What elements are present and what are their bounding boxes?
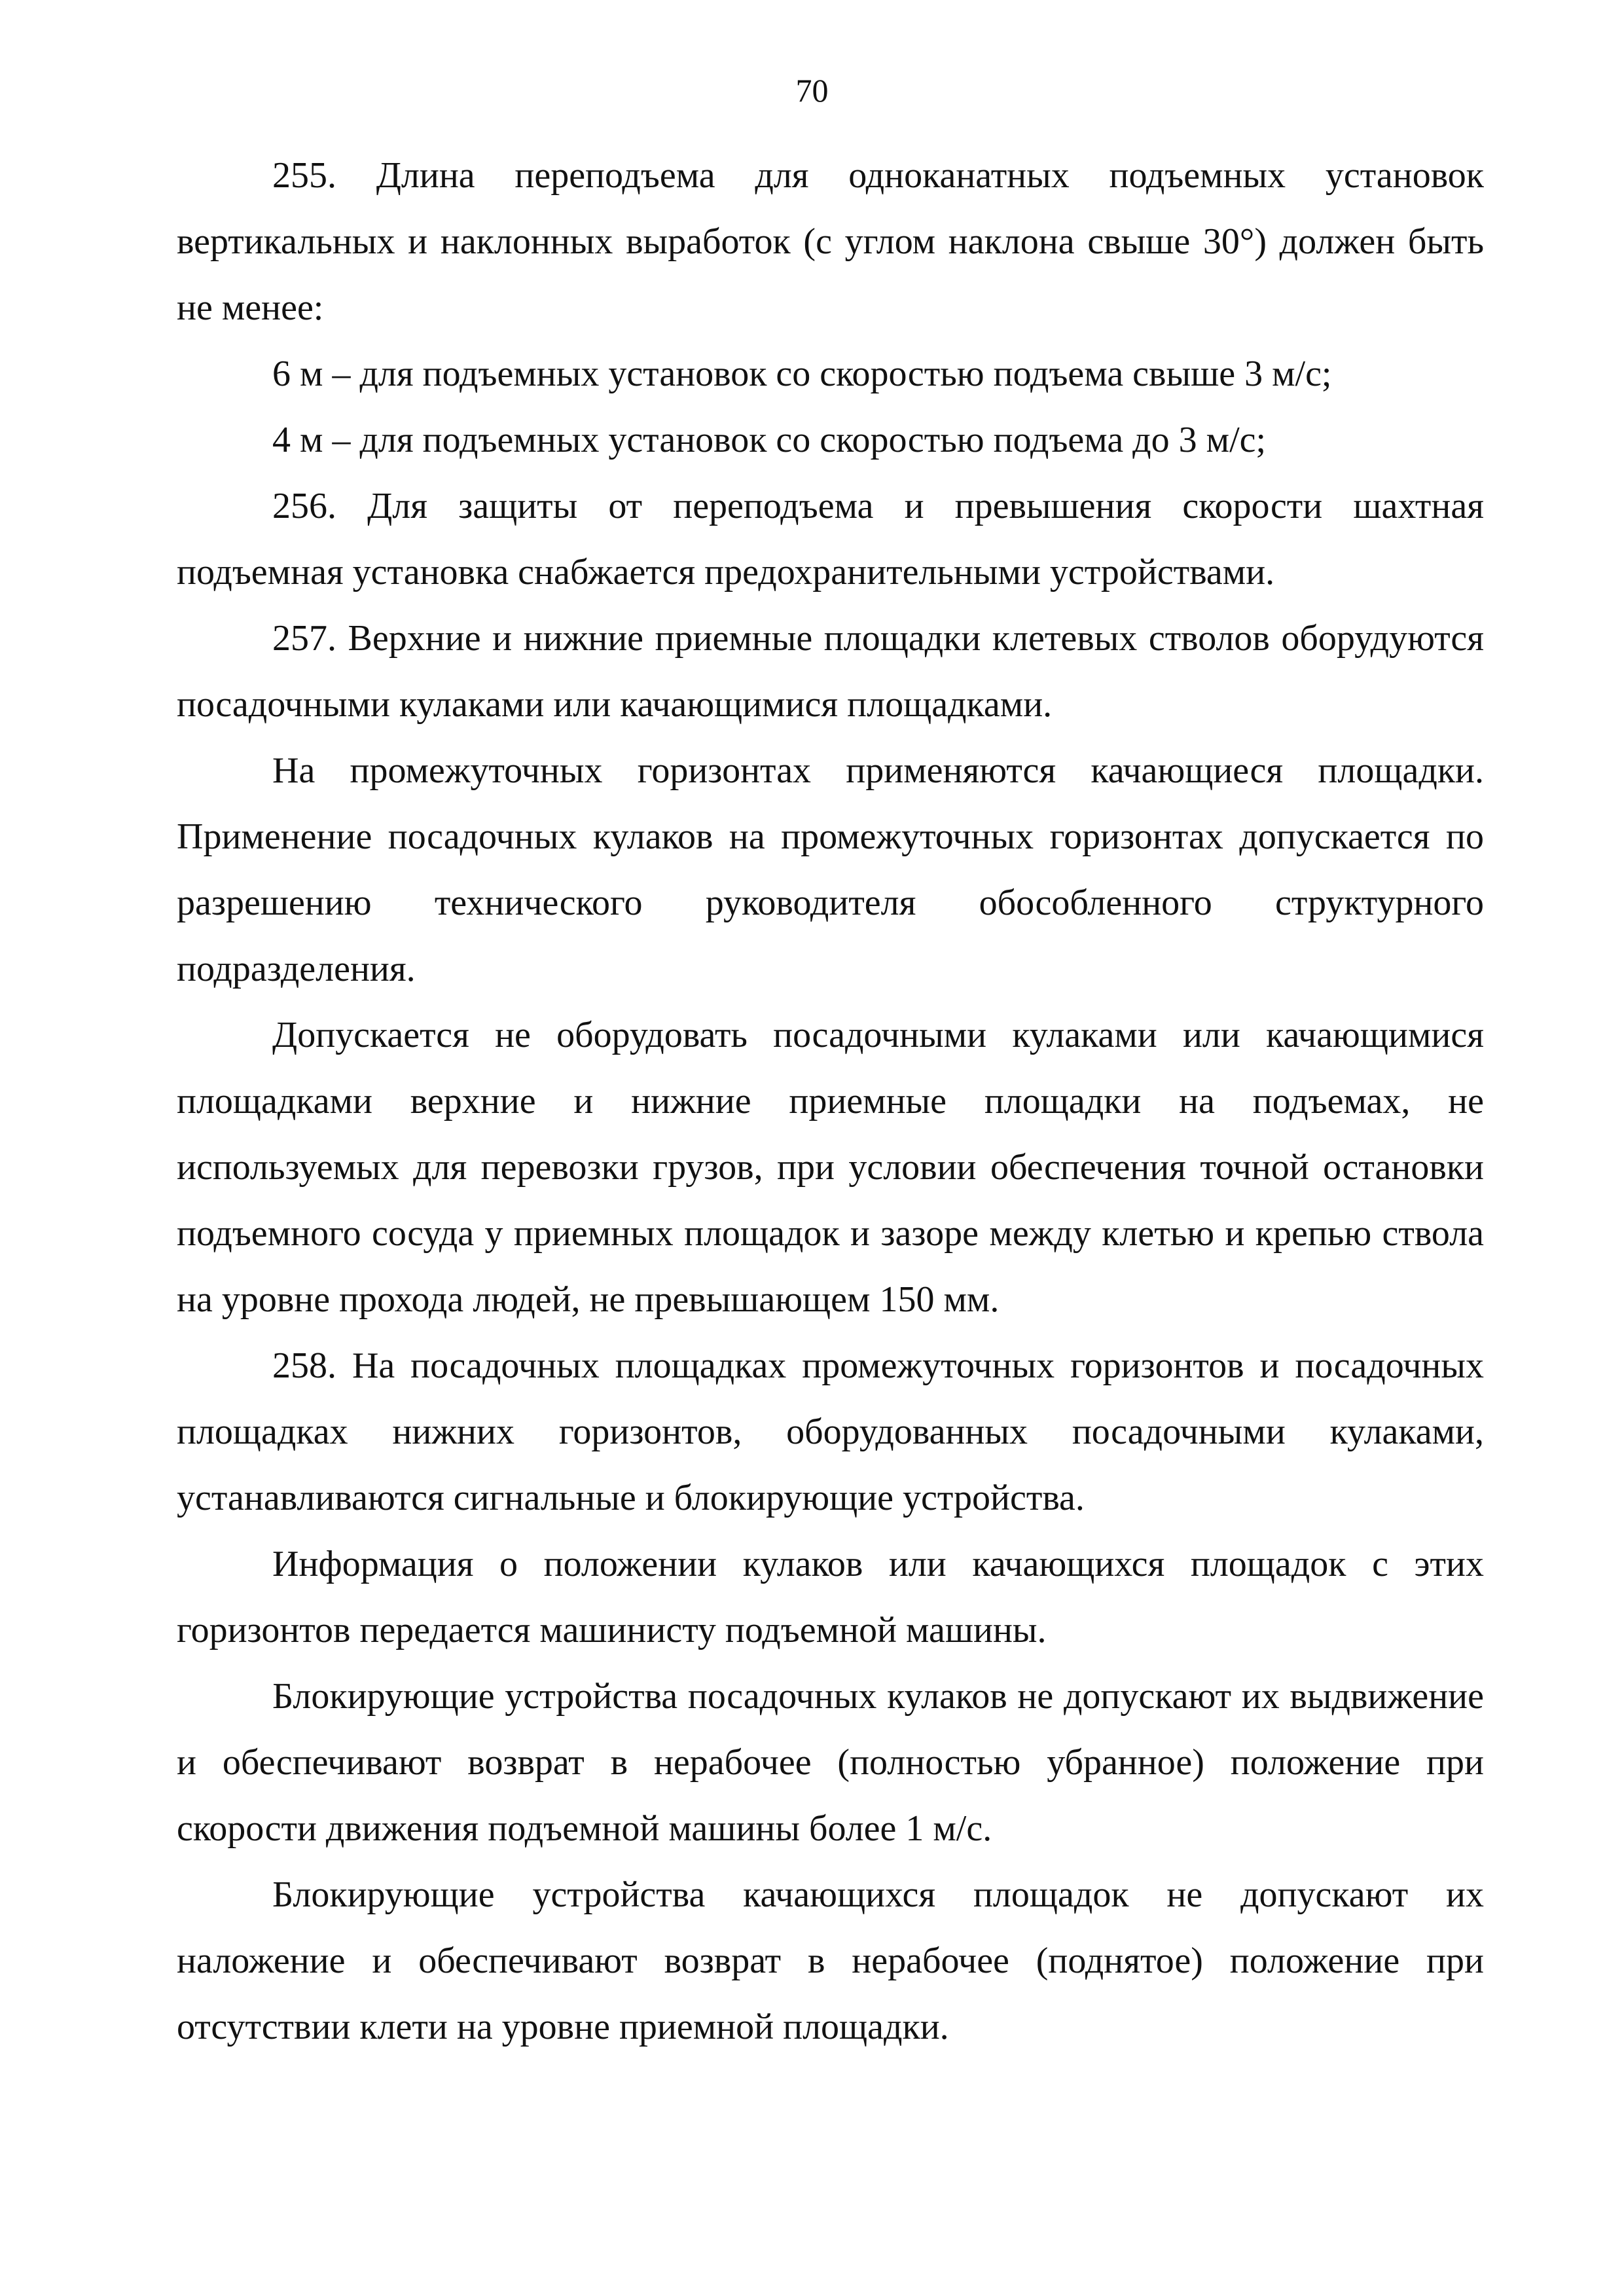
list-item-4m: 4 м – для подъемных установок со скоростью подъема до 3 м/с; — [272, 420, 1267, 460]
paragraph-intermediate-horizons: На промежуточных горизонтах применяются качающиеся площадки. Применение посадочных кулаков на промежуточных горизонтах допускается по разрешению технического руководителя обособленного структурного подразделения. — [177, 750, 1484, 989]
paragraph-256: 256. Для защиты от переподъема и превышения скорости шахтная подъемная установка снабжается предохранительными устройствами. — [177, 486, 1484, 592]
document-body — [177, 143, 1484, 2060]
paragraph-blocking-cams: Блокирующие устройства посадочных кулаков не допускают их выдвижение и обеспечивают возврат в нерабочее (полностью убранное) положение при скорости движения подъемной машины более 1 м/с. — [177, 1676, 1484, 1849]
paragraph-258: 258. На посадочных площадках промежуточных горизонтов и посадочных площадках нижних горизонтов, оборудованных посадочными кулаками, устанавливаются сигнальные и блокирующие устройства. — [177, 1345, 1484, 1518]
paragraph-exemption: Допускается не оборудовать посадочными кулаками или качающимися площадками верхние и нижние приемные площадки на подъемах, не используемых для перевозки грузов, при условии обеспечения точной остановки подъемного сосуда у приемных площадок и зазоре между клетью и крепью ствола на уровне прохода людей, не превышающем 150 мм. — [177, 1015, 1484, 1320]
paragraph-257: 257. Верхние и нижние приемные площадки клетевых стволов оборудуются посадочными кулаками или качающимися площадками. — [177, 618, 1484, 725]
page-number: 70 — [795, 72, 829, 109]
list-item-6m: 6 м – для подъемных установок со скоростью подъема свыше 3 м/с; — [272, 354, 1332, 394]
paragraph-255: 255. Длина переподъема для одноканатных подъемных установок вертикальных и наклонных выработок (с углом наклона свыше 30°) должен быть не менее: — [177, 155, 1484, 328]
paragraph-information: Информация о положении кулаков или качающихся площадок с этих горизонтов передается машинисту подъемной машины. — [177, 1544, 1484, 1650]
paragraph-blocking-platforms: Блокирующие устройства качающихся площадок не допускают их наложение и обеспечивают возврат в нерабочее (поднятое) положение при отсутствии клети на уровне приемной площадки. — [177, 1874, 1484, 2047]
